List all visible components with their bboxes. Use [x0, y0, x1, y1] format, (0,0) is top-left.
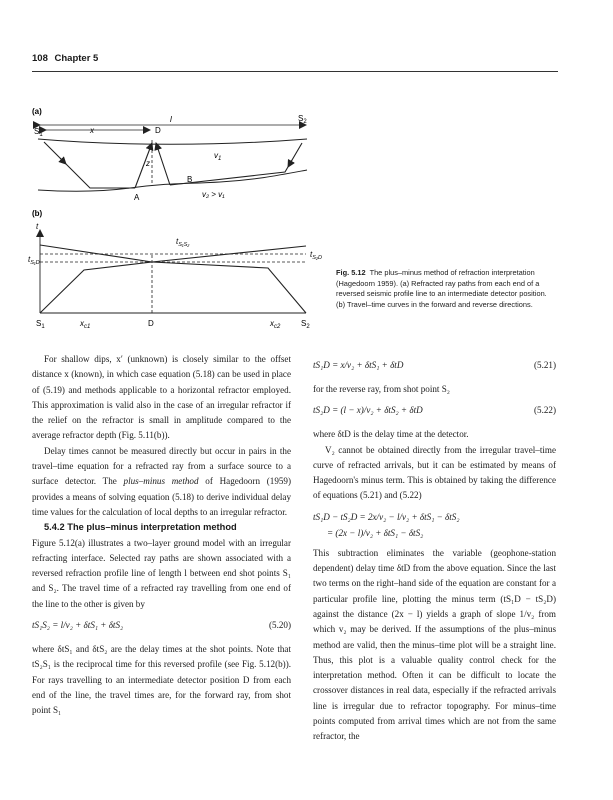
ts1d-label: $t_{S_1D}$	[28, 255, 40, 266]
equation-number: (5.22)	[534, 405, 556, 416]
detector-d-label: D	[155, 126, 161, 135]
x-label: x	[90, 126, 94, 135]
equation-5-20: tS₁S₂ = l/v₂ + δtS₁ + δtS₂ (5.20)	[32, 612, 291, 642]
paragraph: Figure 5.12(a) illustrates a two–layer ground model with an irregular refracting interface. Selected ray paths are shown associated with a reversed refraction profile line of length l between end shot points S₁ and S₂. The travel time of a refracted ray travelling from one end of the line to the other is given by	[32, 537, 291, 609]
equation-5-22: tS₂D = (l − x)/v₂ + δtS₂ + δtD (5.22)	[313, 397, 556, 427]
s1-label-b: $S_1$	[36, 319, 45, 330]
ray-arrow-2	[288, 160, 292, 167]
reverse-traveltime-curve	[40, 245, 306, 313]
paragraph: V₂ cannot be obtained directly from the irregular travel–time curve of refracted arrivals, but it can be estimated by means of Hagedoorn's minus term. This is obtained by taking the difference of equations (5.21) and (5.22)	[313, 444, 556, 501]
equation-5-21: tS₁D = x/v₂ + δtS₁ + δtD (5.21)	[313, 352, 556, 382]
point-b-label: B	[187, 175, 193, 184]
minus-term-equation: tS₁D − tS₂D = 2x/v₂ − l/v₂ + δtS₁ − δtS₂ = (2x − l)/v₂ + δtS₁ − δtS₂	[313, 511, 460, 538]
v2-gt-v1-label: v₂ > v₁	[202, 190, 225, 199]
detector-d-axis-label: D	[148, 319, 154, 328]
t-axis-label: t	[36, 222, 39, 231]
reverse-ray-upgoing	[156, 143, 170, 185]
caption-text: The plus–minus method of refraction interpretation (Hagedoorn 1959). (a) Refracted ray paths from each end of a reversed seismic profile line to an intermediate detector position. (b) Travel–time curves in the forward and reverse directions.	[336, 268, 547, 309]
depth-z-label: z	[146, 159, 150, 168]
left-column	[32, 352, 291, 719]
paragraph: Delay times cannot be measured directly but occur in pairs in the travel–time equation for a refracted ray from a surface source to a surface detector. The plus–minus method of Hagedoorn (1959) provides a means of solving equation (5.18) to derive individual delay time values for the calculation of local depths to an irregular refractor.	[32, 445, 291, 517]
refractor-interface	[38, 170, 307, 191]
s2-label-a: $S_2$	[298, 114, 307, 125]
ts1s2-label: $t_{S_1S_2}$	[176, 237, 190, 248]
figure-caption	[336, 268, 556, 310]
paragraph: for the reverse ray, from shot point S₂	[313, 384, 450, 394]
paragraph: This subtraction eliminates the variable (geophone-station dependent) delay time δtD from the above equation. Since the last two terms on the right–hand side of the equation are constant for a particular profile line, plotting the minus term (tS₁D − tS₂D) against the distance (2x − l) yields a graph of slope 1/v₂ from which v₂ may be derived. If the assumptions of the plus–minus method are valid, then the minus–time plot will be a straight line. Thus, this plot is a valuable quality control check for the interpretation method. Often it can be difficult to locate the crossover distances in real data, especially if the refracted arrivals line is irregular due to refractor topography. For minus–time points computed from arrival times which are not from the same refractor, the	[313, 547, 556, 742]
right-column	[313, 352, 556, 745]
paragraph: where δtS₁ and δtS₂ are the delay times at the shot points. Note that tS₂S₁ is the reciprocal time for this reversed profile (see Fig. 5.12(b)). For rays travelling to an intermediate detector position D from each end of the line, the travel times are, for the forward ray, from shot point S₁	[32, 644, 291, 716]
ts2d-label: $t_{S_2D}$	[310, 250, 322, 261]
xc2-label: $x_{c2}$	[270, 319, 281, 330]
paragraph: For shallow dips, x′ (unknown) is closely similar to the offset distance x (known), in which case equation (5.18) can be used in place of (5.19) and methods applicable to a horizontal refractor employed. This approximation is valid also in the case of an irregular refractor if the relief on the refractor is small in amplitude compared to the average refractor depth (Fig. 5.11(b)).	[32, 354, 291, 441]
chapter-title: Chapter 5	[54, 53, 99, 64]
page-number: 108	[32, 53, 48, 64]
point-a-label: A	[134, 193, 140, 202]
caption-label: Fig. 5.12	[336, 268, 366, 277]
s2-label-b: $S_2$	[301, 319, 310, 330]
panel-b-label: (b)	[32, 209, 43, 218]
distance-l-label: l	[170, 115, 172, 124]
forward-traveltime-curve	[40, 246, 306, 313]
xc1-label: $x_{c1}$	[80, 319, 91, 330]
v1-label: $v_1$	[214, 151, 222, 162]
paragraph: where δtD is the delay time at the detector.	[313, 429, 469, 440]
forward-ray-path	[44, 142, 135, 188]
ground-surface	[38, 139, 307, 144]
equation-number: (5.21)	[534, 360, 556, 370]
s1-label-a: $S_1$	[34, 127, 43, 138]
section-heading: 5.4.2 The plus–minus interpretation method	[44, 522, 237, 533]
panel-a-label: (a)	[32, 107, 42, 116]
ray-arrow-1	[60, 158, 66, 164]
equation-number: (5.20)	[269, 620, 291, 631]
